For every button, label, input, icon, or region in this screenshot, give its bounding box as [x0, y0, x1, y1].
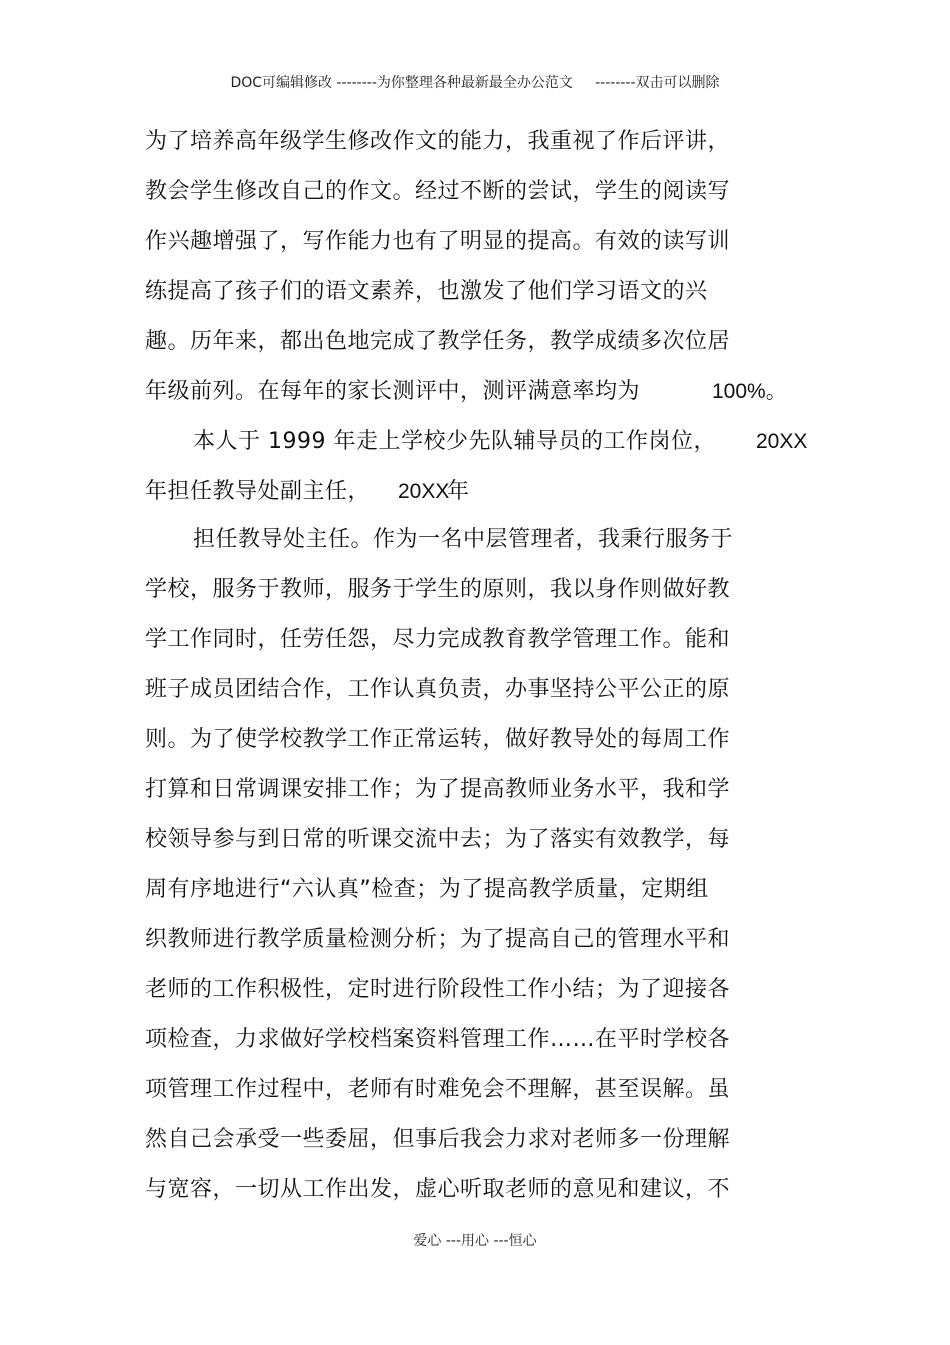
page-footer: 爱心 ---用心 ---恒心 [413, 1233, 537, 1249]
year-value: 20XX [756, 430, 808, 453]
year-value: 20XX [398, 480, 450, 503]
paragraph-line: 织教师进行教学质量检测分析；为了提高自己的管理水平和 [145, 927, 731, 952]
paragraph-line: 周有序地进行“六认真”检查；为了提高教学质量，定期组 [145, 877, 709, 902]
paragraph-line: 年担任教导处副主任， [145, 479, 371, 504]
paragraph-line: 为了培养高年级学生修改作文的能力，我重视了作后评讲， [145, 129, 731, 154]
paragraph-line: 项管理工作过程中，老师有时难免会不理解，甚至误解。虽 [145, 1077, 731, 1102]
paragraph-line: 趣。历年来，都出色地完成了教学任务，教学成绩多次位居 [145, 329, 731, 354]
satisfaction-percent: 100%。 [712, 380, 787, 403]
paragraph-line: 班子成员团结合作，工作认真负责，办事坚持公平公正的原 [145, 677, 731, 702]
paragraph-line: 然自己会承受一些委屈，但事后我会力求对老师多一份理解 [145, 1127, 731, 1152]
paragraph-line: 与宽容，一切从工作出发，虚心听取老师的意见和建议，不 [145, 1177, 731, 1202]
paragraph-line: 校领导参与到日常的听课交流中去；为了落实有效教学，每 [145, 827, 731, 852]
paragraph-line: 打算和日常调课安排工作；为了提高教师业务水平，我和学 [145, 777, 731, 802]
paragraph-line: 本人于 1999 年走上学校少先队辅导员的工作岗位， [193, 429, 716, 454]
paragraph-line: 教会学生修改自己的作文。经过不断的尝试，学生的阅读写 [145, 179, 731, 204]
paragraph-line: 老师的工作积极性，定时进行阶段性工作小结；为了迎接各 [145, 977, 731, 1002]
paragraph-line: 学校，服务于教师，服务于学生的原则，我以身作则做好教 [145, 577, 731, 602]
paragraph-line: 练提高了孩子们的语文素养，也激发了他们学习语文的兴 [145, 279, 708, 304]
paragraph-line: 年 [447, 479, 470, 504]
paragraph-line: 学工作同时，任劳任怨，尽力完成教育教学管理工作。能和 [145, 627, 731, 652]
paragraph-line: 作兴趣增强了，写作能力也有了明显的提高。有效的读写训 [145, 229, 731, 254]
paragraph-line: 项检查，力求做好学校档案资料管理工作……在平时学校各 [145, 1027, 731, 1052]
paragraph-line: 担任教导处主任。作为一名中层管理者，我秉行服务于 [193, 527, 734, 552]
page-header: DOC可编辑修改 --------为你整理各种最新最全办公范文 --------双击可以删除 [230, 75, 720, 91]
paragraph-line: 年级前列。在每年的家长测评中，测评满意率均为 [145, 379, 641, 404]
paragraph-line: 则。为了使学校教学工作正常运转，做好教导处的每周工作 [145, 727, 731, 752]
